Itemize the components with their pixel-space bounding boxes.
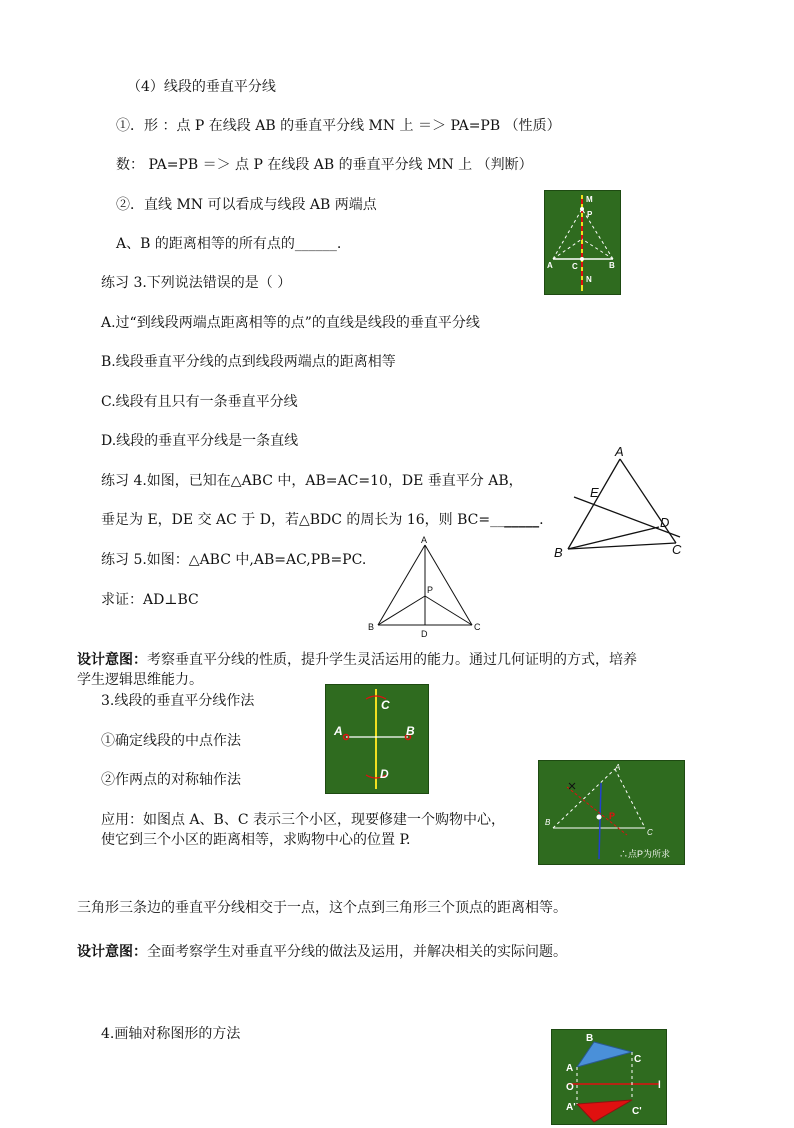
exercise-3-option-b: B.线段垂直平分线的点到线段两端点的距离相等	[101, 354, 396, 370]
figure-exercise-5	[366, 533, 486, 641]
exercise-4-blank: _____	[504, 512, 540, 528]
property-number-line: 数： PA=PB ＝＞ 点 P 在线段 AB 的垂直平分线 MN 上 （判断）	[116, 157, 533, 173]
ex4-label-e: E	[590, 485, 599, 500]
figure-application	[538, 760, 685, 865]
fig-cd-label-d: D	[380, 767, 389, 781]
design-intent-1-text1: 考察垂直平分线的性质，提升学生灵活运用的能力。通过几何证明的方式，培养	[147, 652, 637, 668]
conclusion-text: 三角形三条边的垂直平分线相交于一点，这个点到三角形三个顶点的距离相等。	[77, 900, 567, 916]
exercise-3-question: 练习 3.下列说法错误的是（ ）	[101, 275, 292, 291]
fig1-label-b: B	[609, 261, 615, 270]
property-2-line2: A、B 的距离相等的所有点的______.	[116, 236, 342, 252]
ex4-label-c: C	[672, 542, 682, 557]
fig-axis-label-b: B	[586, 1033, 594, 1044]
ex5-label-b: B	[368, 622, 375, 632]
figure-axis-symmetry	[551, 1029, 667, 1125]
figure-perpendicular-bisector-svg	[545, 191, 620, 294]
fig-axis-label-o: O	[566, 1082, 574, 1093]
fig-app-label-c: C	[647, 828, 653, 837]
exercise-3-option-a: A.过“到线段两端点距离相等的点”的直线是线段的垂直平分线	[101, 315, 480, 331]
fig-axis-label-c-prime: C'	[632, 1106, 642, 1117]
fig1-label-p: P	[587, 210, 593, 219]
exercise-4-line2	[101, 510, 544, 530]
property-shape-line: ①．形 ：点 P 在线段 AB 的垂直平分线 MN 上 ＝＞ PA=PB （性质）	[116, 118, 561, 134]
section-4b-heading: 4.画轴对称图形的方法	[101, 1026, 241, 1042]
fig-app-note: ∴点P为所求	[619, 849, 671, 859]
fig-app-label-a: A	[615, 763, 621, 772]
ex5-label-a: A	[421, 535, 428, 545]
figure-exercise-5-svg	[366, 533, 486, 641]
design-intent-2	[77, 942, 567, 962]
fig-axis-label-a-prime: A'	[566, 1102, 576, 1113]
section-3-heading: 3.线段的垂直平分线作法	[101, 693, 255, 709]
fig1-label-a: A	[547, 261, 553, 270]
figure-axis-symmetry-svg	[552, 1030, 666, 1124]
figure-application-svg	[539, 761, 684, 864]
figure-bisector-construction-svg	[326, 685, 428, 793]
design-intent-1-label: 设计意图：	[77, 652, 147, 668]
exercise-5-line2: 求证：AD⊥BC	[101, 592, 199, 608]
exercise-4-end: .	[539, 512, 544, 528]
fig-cd-label-b: B	[406, 724, 415, 738]
fig-app-label-b: B	[545, 818, 551, 827]
figure-bisector-construction	[325, 684, 429, 794]
exercise-3-option-c: C.线段有且只有一条垂直平分线	[101, 394, 298, 410]
section-3-item-2: ②作两点的对称轴作法	[101, 772, 241, 788]
fig1-label-m: M	[586, 195, 593, 204]
exercise-4-line1: 练习 4.如图，已知在△ABC 中，AB=AC=10，DE 垂直平分 AB，	[101, 473, 523, 489]
design-intent-2-label: 设计意图：	[77, 944, 147, 960]
section-3-item-1: ①确定线段的中点作法	[101, 733, 241, 749]
figure-perpendicular-bisector	[544, 190, 621, 295]
fig1-label-n: N	[586, 275, 592, 284]
ex5-label-c: C	[474, 622, 481, 632]
fig-axis-label-a: A	[566, 1063, 574, 1074]
fig-axis-label-l: l	[658, 1080, 661, 1091]
application-line2: 使它到三个小区的距离相等，求购物中心的位置 P.	[101, 832, 411, 848]
exercise-5-line1: 练习 5.如图：△ABC 中,AB=AC,PB=PC.	[101, 552, 367, 568]
ex5-label-p: P	[427, 585, 434, 595]
fig1-label-c: C	[572, 262, 578, 271]
exercise-3-option-d: D.线段的垂直平分线是一条直线	[101, 433, 299, 449]
property-2-line1: ②．直线 MN 可以看成与线段 AB 两端点	[116, 197, 377, 213]
design-intent-2-text: 全面考察学生对垂直平分线的做法及运用，并解决相关的实际问题。	[147, 944, 567, 960]
design-intent-1-line1	[77, 650, 637, 670]
ex5-label-d: D	[421, 629, 428, 639]
ex4-label-d: D	[660, 515, 670, 530]
fig-axis-label-c: C	[634, 1054, 642, 1065]
fig-cd-label-a: A	[334, 724, 343, 738]
application-line1: 应用：如图点 A、B、C 表示三个小区，现要修建一个购物中心，	[101, 812, 506, 828]
exercise-4-line2-text: 垂足为 E，DE 交 AC 于 D，若△BDC 的周长为 16，则 BC=__	[101, 512, 505, 528]
section-4-heading: （4）线段的垂直平分线	[127, 79, 276, 95]
figure-exercise-4	[548, 441, 698, 563]
fig-cd-label-c: C	[381, 698, 390, 712]
ex4-label-a: A	[615, 444, 624, 459]
fig-app-label-p: P	[609, 811, 616, 821]
ex4-label-b: B	[554, 545, 563, 560]
figure-exercise-4-svg	[548, 441, 698, 563]
design-intent-1-line2: 学生逻辑思维能力。	[77, 672, 203, 688]
